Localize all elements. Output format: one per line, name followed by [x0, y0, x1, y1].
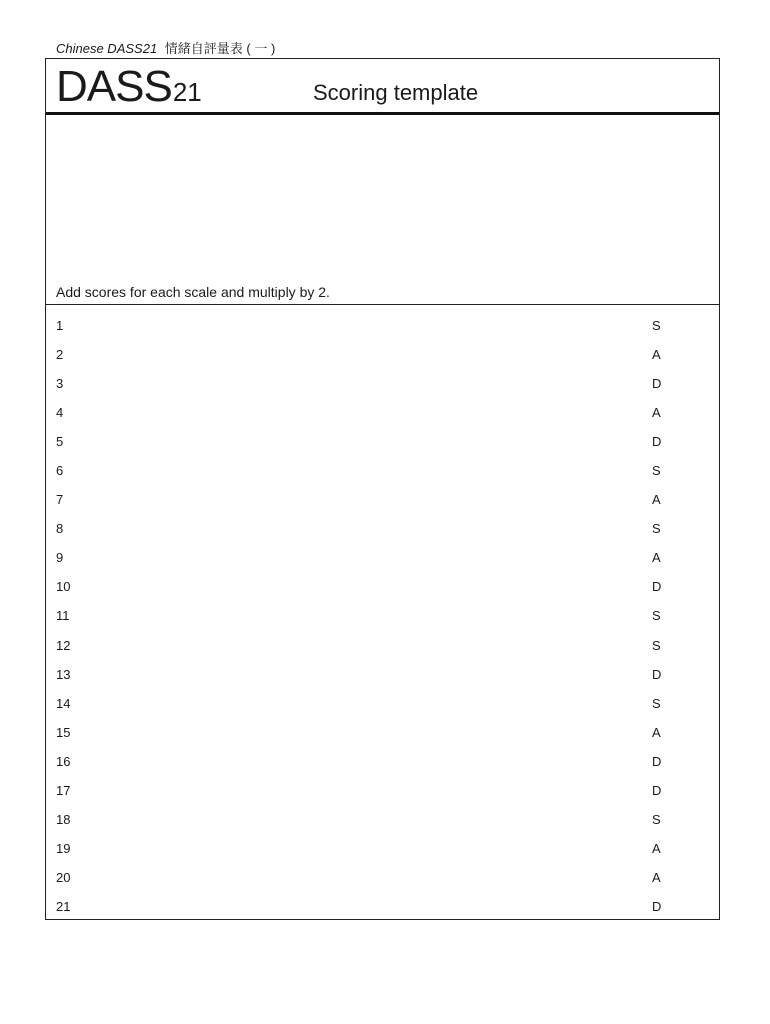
- item-number: 18: [56, 811, 71, 827]
- list-item: [46, 717, 719, 746]
- item-scale: A: [652, 492, 661, 508]
- list-item: [46, 688, 719, 717]
- item-number: 15: [56, 724, 71, 740]
- item-number: 4: [56, 405, 64, 421]
- item-scale: S: [652, 695, 661, 711]
- list-item: [46, 426, 719, 455]
- item-number: 3: [56, 376, 64, 392]
- document-title: Chinese DASS21: [56, 41, 158, 56]
- item-scale: D: [652, 434, 662, 450]
- document-title-chinese: 情緒自評量表 ( 一 ): [164, 41, 276, 56]
- item-scale: S: [652, 637, 661, 653]
- item-number: 7: [56, 492, 64, 508]
- item-number: 17: [56, 782, 71, 798]
- item-number: 5: [56, 434, 64, 450]
- list-item: [46, 513, 719, 542]
- item-scale: D: [652, 898, 662, 914]
- item-scale: A: [652, 405, 661, 421]
- item-scale: A: [652, 550, 661, 566]
- list-item: [46, 891, 719, 920]
- list-item: [46, 484, 719, 513]
- item-list: [46, 310, 719, 920]
- item-scale: D: [652, 579, 662, 595]
- item-scale: A: [652, 869, 661, 885]
- item-number: 14: [56, 695, 71, 711]
- item-number: 21: [56, 898, 71, 914]
- item-number: 11: [56, 608, 70, 624]
- item-scale: S: [652, 463, 661, 479]
- item-number: 9: [56, 550, 64, 566]
- item-number: 20: [56, 869, 71, 885]
- list-item: [46, 630, 719, 659]
- list-item: [46, 397, 719, 426]
- item-number: 12: [56, 637, 71, 653]
- item-scale: A: [652, 347, 661, 363]
- list-item: [46, 600, 719, 629]
- scoring-template-frame: [45, 58, 720, 920]
- list-item: [46, 542, 719, 571]
- item-number: 1: [56, 318, 64, 333]
- item-number: 19: [56, 840, 71, 856]
- title-band: [46, 59, 719, 115]
- item-scale: A: [652, 724, 661, 740]
- list-item: [46, 775, 719, 804]
- list-item: [46, 862, 719, 891]
- item-scale: D: [652, 666, 662, 682]
- item-number: 8: [56, 521, 64, 537]
- list-item: [46, 659, 719, 688]
- section-divider: [46, 304, 719, 305]
- logo-text: DASS: [56, 62, 172, 111]
- document-header: [56, 38, 275, 57]
- list-item: [46, 804, 719, 833]
- list-item: [46, 833, 719, 862]
- item-scale: S: [652, 811, 661, 827]
- item-scale: S: [652, 608, 661, 624]
- form-subtitle: Scoring template: [313, 80, 479, 105]
- scoring-instruction: Add scores for each scale and multiply by 2.: [56, 284, 330, 300]
- item-number: 6: [56, 463, 64, 479]
- list-item: [46, 746, 719, 775]
- item-number: 2: [56, 347, 64, 363]
- list-item: [46, 310, 719, 339]
- list-item: [46, 368, 719, 397]
- list-item: [46, 571, 719, 600]
- item-scale: A: [652, 840, 661, 856]
- list-item: [46, 339, 719, 368]
- logo-number: 21: [172, 77, 202, 107]
- item-scale: D: [652, 376, 662, 392]
- item-number: 10: [56, 579, 71, 595]
- item-scale: S: [652, 521, 661, 537]
- item-number: 16: [56, 753, 71, 769]
- item-scale: D: [652, 782, 662, 798]
- item-number: 13: [56, 666, 71, 682]
- list-item: [46, 455, 719, 484]
- item-scale: D: [652, 753, 662, 769]
- item-scale: S: [652, 318, 661, 333]
- dass-logo: [56, 63, 202, 116]
